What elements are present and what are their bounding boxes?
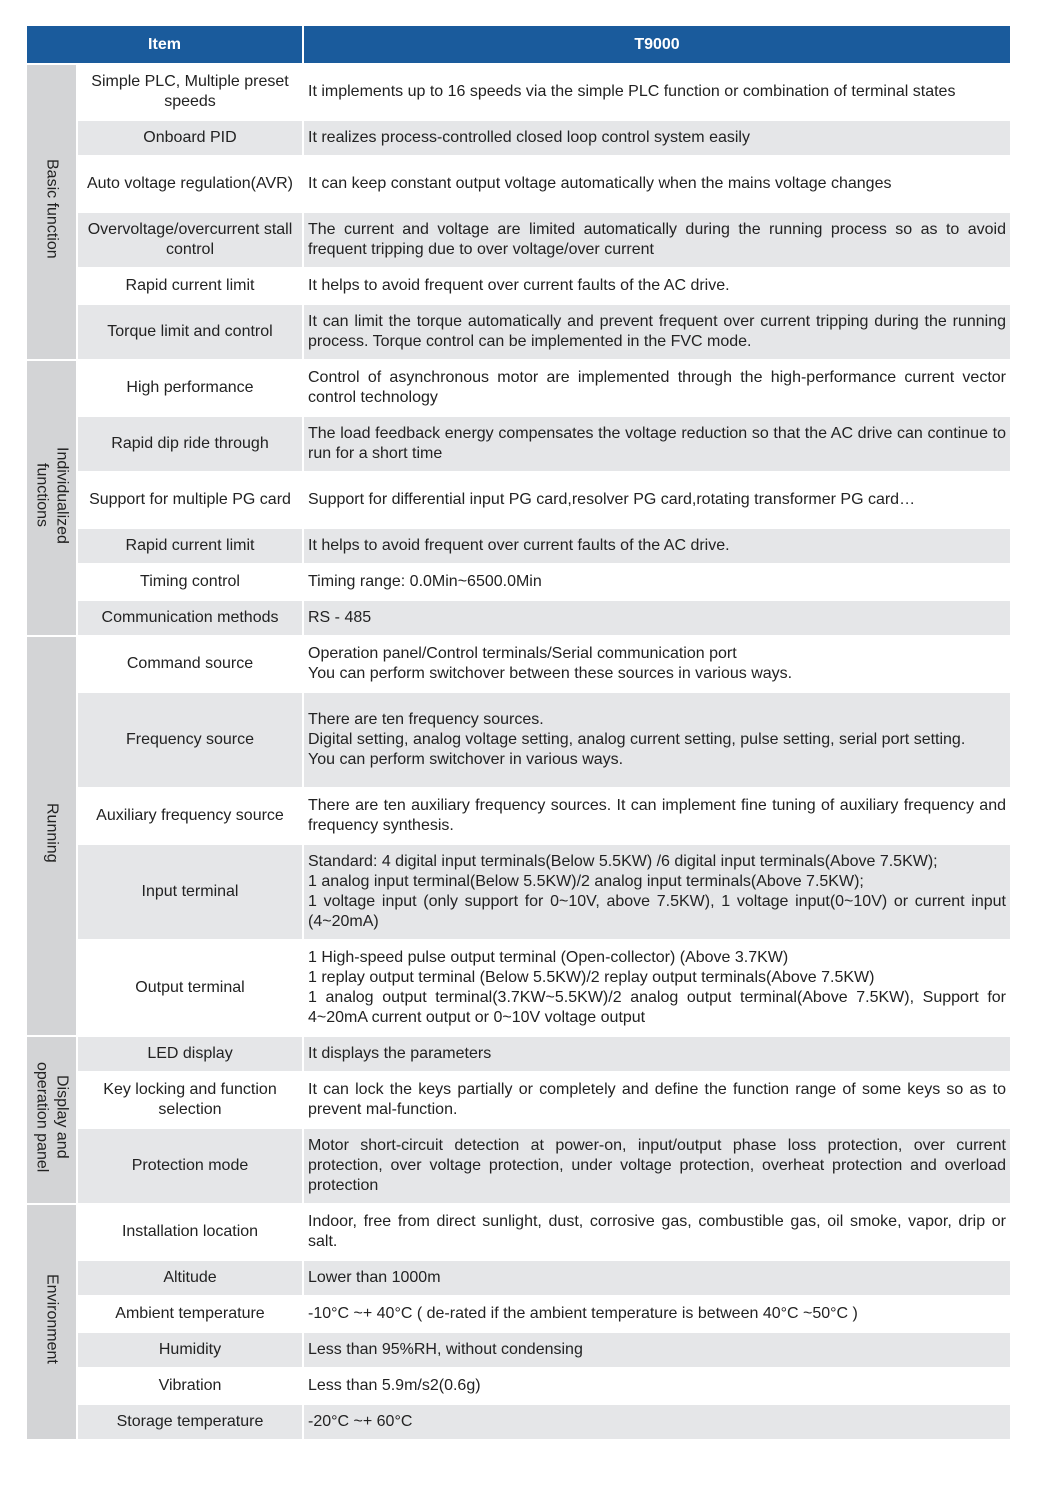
description-cell: It helps to avoid frequent over current faults of the AC drive. (304, 267, 1010, 303)
description-cell: Motor short-circuit detection at power-on, input/output phase loss protection, over current protection, over voltage protection, under voltage protection, overheat protection and overload protection (304, 1127, 1010, 1203)
item-cell: Auto voltage regulation(AVR) (78, 155, 304, 211)
item-cell: Rapid current limit (78, 527, 304, 563)
item-cell: Input terminal (78, 843, 304, 939)
description-cell: Indoor, free from direct sunlight, dust, corrosive gas, combustible gas, oil smoke, vapor, drip or salt. (304, 1203, 1010, 1259)
item-cell: High performance (78, 359, 304, 415)
description-cell: It displays the parameters (304, 1035, 1010, 1071)
group-label: Running (43, 803, 61, 863)
table-row (27, 1367, 1010, 1403)
table-row (27, 1403, 1010, 1439)
description-cell: It can keep constant output voltage automatically when the mains voltage changes (304, 155, 1010, 211)
description-cell: Standard: 4 digital input terminals(Below 5.5KW) /6 digital input terminals(Above 7.5KW); 1 analog input terminal(Below 5.5KW)/2 analog input terminals(Above 7.5KW); 1 voltage input (only support for 0~10V, above 7.5KW), 1 voltage input(0~10V) or current input (4~20mA) (304, 843, 1010, 939)
item-cell: Output terminal (78, 939, 304, 1035)
group-label: Individualized functions (33, 446, 71, 544)
description-cell: There are ten frequency sources. Digital setting, analog voltage setting, analog current setting, pulse setting, serial port setting. You can perform switchover in various ways. (304, 691, 1010, 787)
item-cell: Torque limit and control (78, 303, 304, 359)
description-cell: 1 High-speed pulse output terminal (Open-collector) (Above 3.7KW) 1 replay output terminal (Below 5.5KW)/2 replay output terminals(Above 7.5KW) 1 analog output terminal(3.7KW~5.5KW)/2 analog output terminal(Above 7.5KW), Support for 4~20mA current output or 0~10V voltage output (304, 939, 1010, 1035)
item-cell: Ambient temperature (78, 1295, 304, 1331)
item-cell: Command source (78, 635, 304, 691)
table-header (27, 26, 1010, 63)
table-row (27, 1331, 1010, 1367)
group-label: Display and operation panel (33, 1061, 71, 1173)
table-body (27, 63, 1010, 1439)
description-cell: It can lock the keys partially or completely and define the function range of some keys so as to prevent mal-function. (304, 1071, 1010, 1127)
description-cell: It implements up to 16 speeds via the simple PLC function or combination of terminal states (304, 63, 1010, 119)
item-cell: Support for multiple PG card (78, 471, 304, 527)
description-cell: Timing range: 0.0Min~6500.0Min (304, 563, 1010, 599)
description-cell: -20°C ~+ 60°C (304, 1403, 1010, 1439)
description-cell: Support for differential input PG card,resolver PG card,rotating transformer PG card… (304, 471, 1010, 527)
description-cell: It realizes process-controlled closed loop control system easily (304, 119, 1010, 155)
item-cell: Timing control (78, 563, 304, 599)
description-cell: Operation panel/Control terminals/Serial communication port You can perform switchover between these sources in various ways. (304, 635, 1010, 691)
description-cell: The load feedback energy compensates the voltage reduction so that the AC drive can continue to run for a short time (304, 415, 1010, 471)
item-cell: Vibration (78, 1367, 304, 1403)
table-row (27, 1295, 1010, 1331)
table-row (27, 1035, 1010, 1071)
table-row (27, 843, 1010, 939)
table-row (27, 599, 1010, 635)
description-cell: RS - 485 (304, 599, 1010, 635)
table-row (27, 691, 1010, 787)
table-row (27, 63, 1010, 119)
table-row (27, 155, 1010, 211)
description-cell: It can limit the torque automatically and prevent frequent over current tripping during the running process. Torque control can be implemented in the FVC mode. (304, 303, 1010, 359)
table-row (27, 359, 1010, 415)
spec-table (27, 26, 1010, 1439)
header-item: Item (27, 26, 304, 63)
spec-table-container (27, 26, 1010, 1439)
item-cell: Onboard PID (78, 119, 304, 155)
description-cell: -10°C ~+ 40°C ( de-rated if the ambient temperature is between 40°C ~50°C ) (304, 1295, 1010, 1331)
group-label-cell (27, 359, 78, 635)
table-row (27, 211, 1010, 267)
item-cell: Overvoltage/overcurrent stall control (78, 211, 304, 267)
table-row (27, 471, 1010, 527)
item-cell: Rapid current limit (78, 267, 304, 303)
table-row (27, 1203, 1010, 1259)
description-cell: Less than 95%RH, without condensing (304, 1331, 1010, 1367)
item-cell: Frequency source (78, 691, 304, 787)
item-cell: Key locking and function selection (78, 1071, 304, 1127)
description-cell: It helps to avoid frequent over current faults of the AC drive. (304, 527, 1010, 563)
description-cell: There are ten auxiliary frequency sources. It can implement fine tuning of auxiliary frequency and frequency synthesis. (304, 787, 1010, 843)
table-row (27, 527, 1010, 563)
item-cell: Altitude (78, 1259, 304, 1295)
group-label-cell (27, 1203, 78, 1439)
item-cell: Rapid dip ride through (78, 415, 304, 471)
table-row (27, 303, 1010, 359)
item-cell: Protection mode (78, 1127, 304, 1203)
description-cell: The current and voltage are limited automatically during the running process so as to avoid frequent tripping due to over voltage/over current (304, 211, 1010, 267)
group-label: Basic function (43, 159, 61, 259)
item-cell: Communication methods (78, 599, 304, 635)
header-model: T9000 (304, 26, 1010, 63)
group-label: Environment (43, 1274, 61, 1364)
item-cell: Simple PLC, Multiple preset speeds (78, 63, 304, 119)
item-cell: Storage temperature (78, 1403, 304, 1439)
item-cell: Installation location (78, 1203, 304, 1259)
table-row (27, 267, 1010, 303)
table-row (27, 563, 1010, 599)
description-cell: Lower than 1000m (304, 1259, 1010, 1295)
group-label-cell (27, 63, 78, 359)
item-cell: Auxiliary frequency source (78, 787, 304, 843)
table-row (27, 119, 1010, 155)
table-row (27, 787, 1010, 843)
group-label-cell (27, 1035, 78, 1203)
description-cell: Less than 5.9m/s2(0.6g) (304, 1367, 1010, 1403)
table-row (27, 635, 1010, 691)
group-label-cell (27, 635, 78, 1035)
table-row (27, 939, 1010, 1035)
description-cell: Control of asynchronous motor are implemented through the high-performance current vector control technology (304, 359, 1010, 415)
table-row (27, 1259, 1010, 1295)
item-cell: LED display (78, 1035, 304, 1071)
table-row (27, 1127, 1010, 1203)
table-row (27, 1071, 1010, 1127)
table-row (27, 415, 1010, 471)
item-cell: Humidity (78, 1331, 304, 1367)
